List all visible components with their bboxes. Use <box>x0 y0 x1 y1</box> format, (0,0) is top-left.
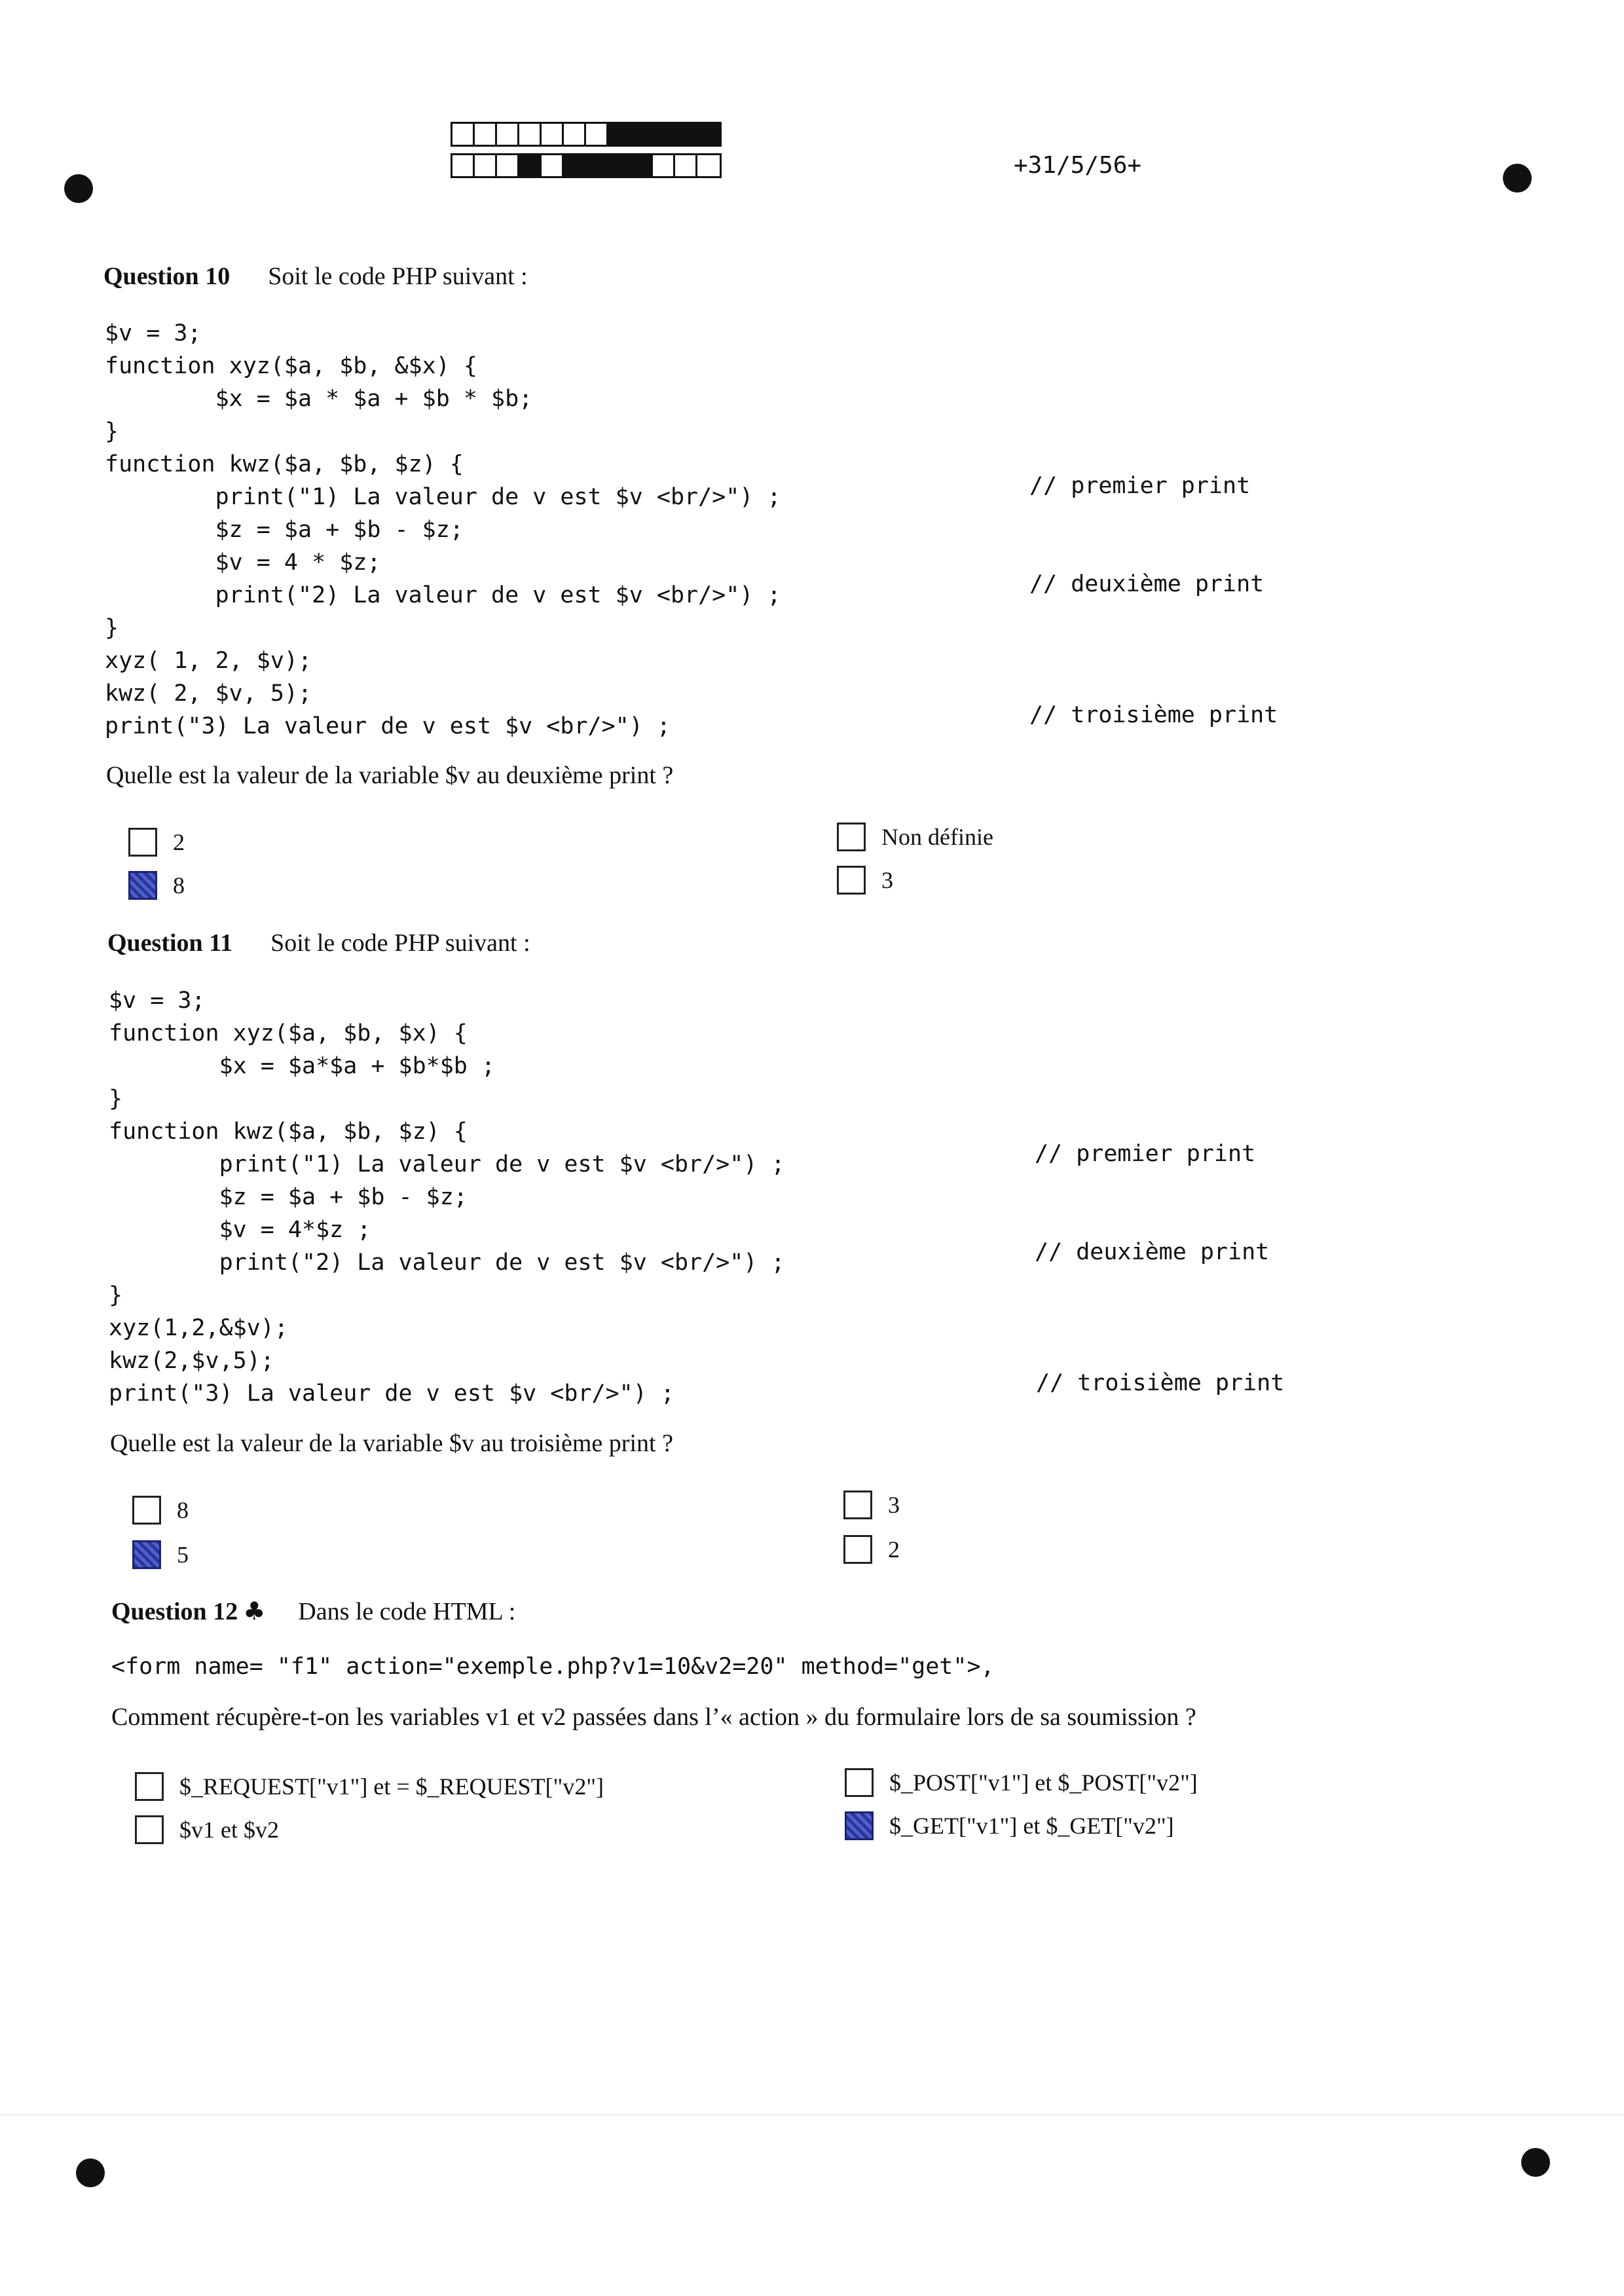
scan-fold-line <box>0 2114 1624 2116</box>
registration-mark-top-right <box>1503 164 1532 193</box>
answer-label: 8 <box>173 872 185 898</box>
barcode-bottom-cell <box>542 155 564 176</box>
question-10-title <box>103 262 528 291</box>
answer-option[interactable] <box>128 828 185 857</box>
question-12-title <box>111 1597 515 1626</box>
comment-premier-print: // premier print <box>1035 1141 1256 1167</box>
barcode-top-cell <box>475 124 497 145</box>
comment-troisieme-print: // troisième print <box>1036 1370 1285 1396</box>
answer-label: 2 <box>888 1536 900 1563</box>
answer-option[interactable] <box>132 1496 189 1525</box>
barcode-bottom-cell <box>631 155 653 176</box>
barcode-bottom-cell <box>586 155 608 176</box>
answer-option[interactable] <box>845 1768 1198 1797</box>
registration-mark-bottom-left <box>76 2158 105 2187</box>
registration-mark-top-left <box>64 174 93 203</box>
answer-option[interactable] <box>837 866 893 895</box>
question-10-code: $v = 3; function xyz($a, $b, &$x) { $x = $a * $a + $b * $b; } function kwz($a, $b, $z) { print("1) La valeur de v est $v <br/>") ; $z = $a + $b - $z; $v = 4 * $z; print("2) La valeur de v est $v <br/>") ; } xyz( 1, 2, $v); kwz( 2, $v, 5); print("3) La valeur de v est $v <br/>") ; <box>105 320 781 739</box>
barcode-top-cell <box>697 124 720 145</box>
answer-option[interactable] <box>843 1491 900 1519</box>
comment-deuxieme-print: // deuxième print <box>1029 571 1264 597</box>
barcode-top-cell <box>564 124 586 145</box>
answer-label: 3 <box>888 1492 900 1518</box>
answer-checkbox[interactable] <box>135 1772 164 1801</box>
answer-checkbox[interactable] <box>128 871 157 900</box>
answer-label: $v1 et $v2 <box>179 1817 279 1843</box>
barcode-top-cell <box>631 124 653 145</box>
answer-label: 8 <box>177 1497 189 1523</box>
barcode-bottom-cell <box>653 155 675 176</box>
comment-premier-print: // premier print <box>1029 473 1251 499</box>
barcode-bottom-cell <box>675 155 697 176</box>
barcode-bottom-cell <box>452 155 475 176</box>
answer-option[interactable] <box>845 1811 1174 1840</box>
answer-label: $_GET["v1"] et $_GET["v2"] <box>889 1813 1174 1839</box>
answer-label: $_POST["v1"] et $_POST["v2"] <box>889 1769 1198 1796</box>
answer-label: $_REQUEST["v1"] et = $_REQUEST["v2"] <box>179 1773 604 1800</box>
question-11-prompt: Quelle est la valeur de la variable $v au troisième print ? <box>110 1430 673 1457</box>
barcode-bottom-cell <box>519 155 542 176</box>
question-11-title <box>107 929 530 957</box>
answer-checkbox[interactable] <box>132 1540 161 1569</box>
barcode-top-cell <box>519 124 542 145</box>
answer-checkbox[interactable] <box>845 1811 874 1840</box>
answer-checkbox[interactable] <box>837 866 866 895</box>
barcode-bottom-cell <box>608 155 631 176</box>
question-intro: Dans le code HTML : <box>298 1598 516 1625</box>
barcode-bottom-cell <box>697 155 720 176</box>
question-12-code: <form name= "f1" action="exemple.php?v1=10&v2=20" method="get">, <box>111 1654 995 1680</box>
answer-label: 5 <box>177 1542 189 1568</box>
answer-checkbox[interactable] <box>843 1491 872 1519</box>
comment-deuxieme-print: // deuxième print <box>1035 1239 1270 1265</box>
registration-mark-bottom-right <box>1521 2148 1550 2177</box>
question-intro: Soit le code PHP suivant : <box>268 263 528 290</box>
barcode-top-cell <box>586 124 608 145</box>
answer-label: Non définie <box>881 824 993 850</box>
answer-option[interactable] <box>132 1540 189 1569</box>
question-number: Question 11 <box>107 929 233 957</box>
barcode-top-cell <box>452 124 475 145</box>
answer-label: 3 <box>881 867 893 893</box>
answer-checkbox[interactable] <box>135 1815 164 1844</box>
answer-label: 2 <box>173 829 185 855</box>
comment-troisieme-print: // troisième print <box>1029 702 1278 728</box>
question-10-prompt: Quelle est la valeur de la variable $v au deuxième print ? <box>106 762 674 789</box>
barcode-top-cell <box>542 124 564 145</box>
club-icon: ♣ <box>243 1597 266 1625</box>
barcode-bottom-cell <box>564 155 586 176</box>
barcode-top-cell <box>497 124 519 145</box>
answer-option[interactable] <box>837 823 993 851</box>
question-11-code: $v = 3; function xyz($a, $b, $x) { $x = $a*$a + $b*$b ; } function kwz($a, $b, $z) { print("1) La valeur de v est $v <br/>") ; $z = $a + $b - $z; $v = 4*$z ; print("2) La valeur de v est $v <br/>") ; } xyz(1,2,&$v); kwz(2,$v,5); print("3) La valeur de v est $v <br/>") ; <box>109 988 785 1407</box>
page-identifier: +31/5/56+ <box>1014 152 1142 179</box>
answer-option[interactable] <box>135 1815 279 1844</box>
question-number: Question 10 <box>103 263 231 290</box>
barcode-top-cell <box>653 124 675 145</box>
answer-checkbox[interactable] <box>843 1535 872 1564</box>
answer-checkbox[interactable] <box>128 828 157 857</box>
barcode-bottom-cell <box>475 155 497 176</box>
question-number: Question 12 <box>111 1598 238 1625</box>
answer-option[interactable] <box>843 1535 900 1564</box>
answer-checkbox[interactable] <box>132 1496 161 1525</box>
question-12-prompt: Comment récupère-t-on les variables v1 et v2 passées dans l’« action » du formulaire lors de sa soumission ? <box>111 1703 1196 1731</box>
answer-checkbox[interactable] <box>845 1768 874 1797</box>
page-barcode-top <box>451 122 722 147</box>
answer-option[interactable] <box>135 1772 604 1801</box>
answer-checkbox[interactable] <box>837 823 866 851</box>
barcode-top-cell <box>608 124 631 145</box>
page-barcode-bottom <box>451 153 722 178</box>
barcode-top-cell <box>675 124 697 145</box>
question-intro: Soit le code PHP suivant : <box>270 929 530 957</box>
barcode-bottom-cell <box>497 155 519 176</box>
answer-option[interactable] <box>128 871 185 900</box>
